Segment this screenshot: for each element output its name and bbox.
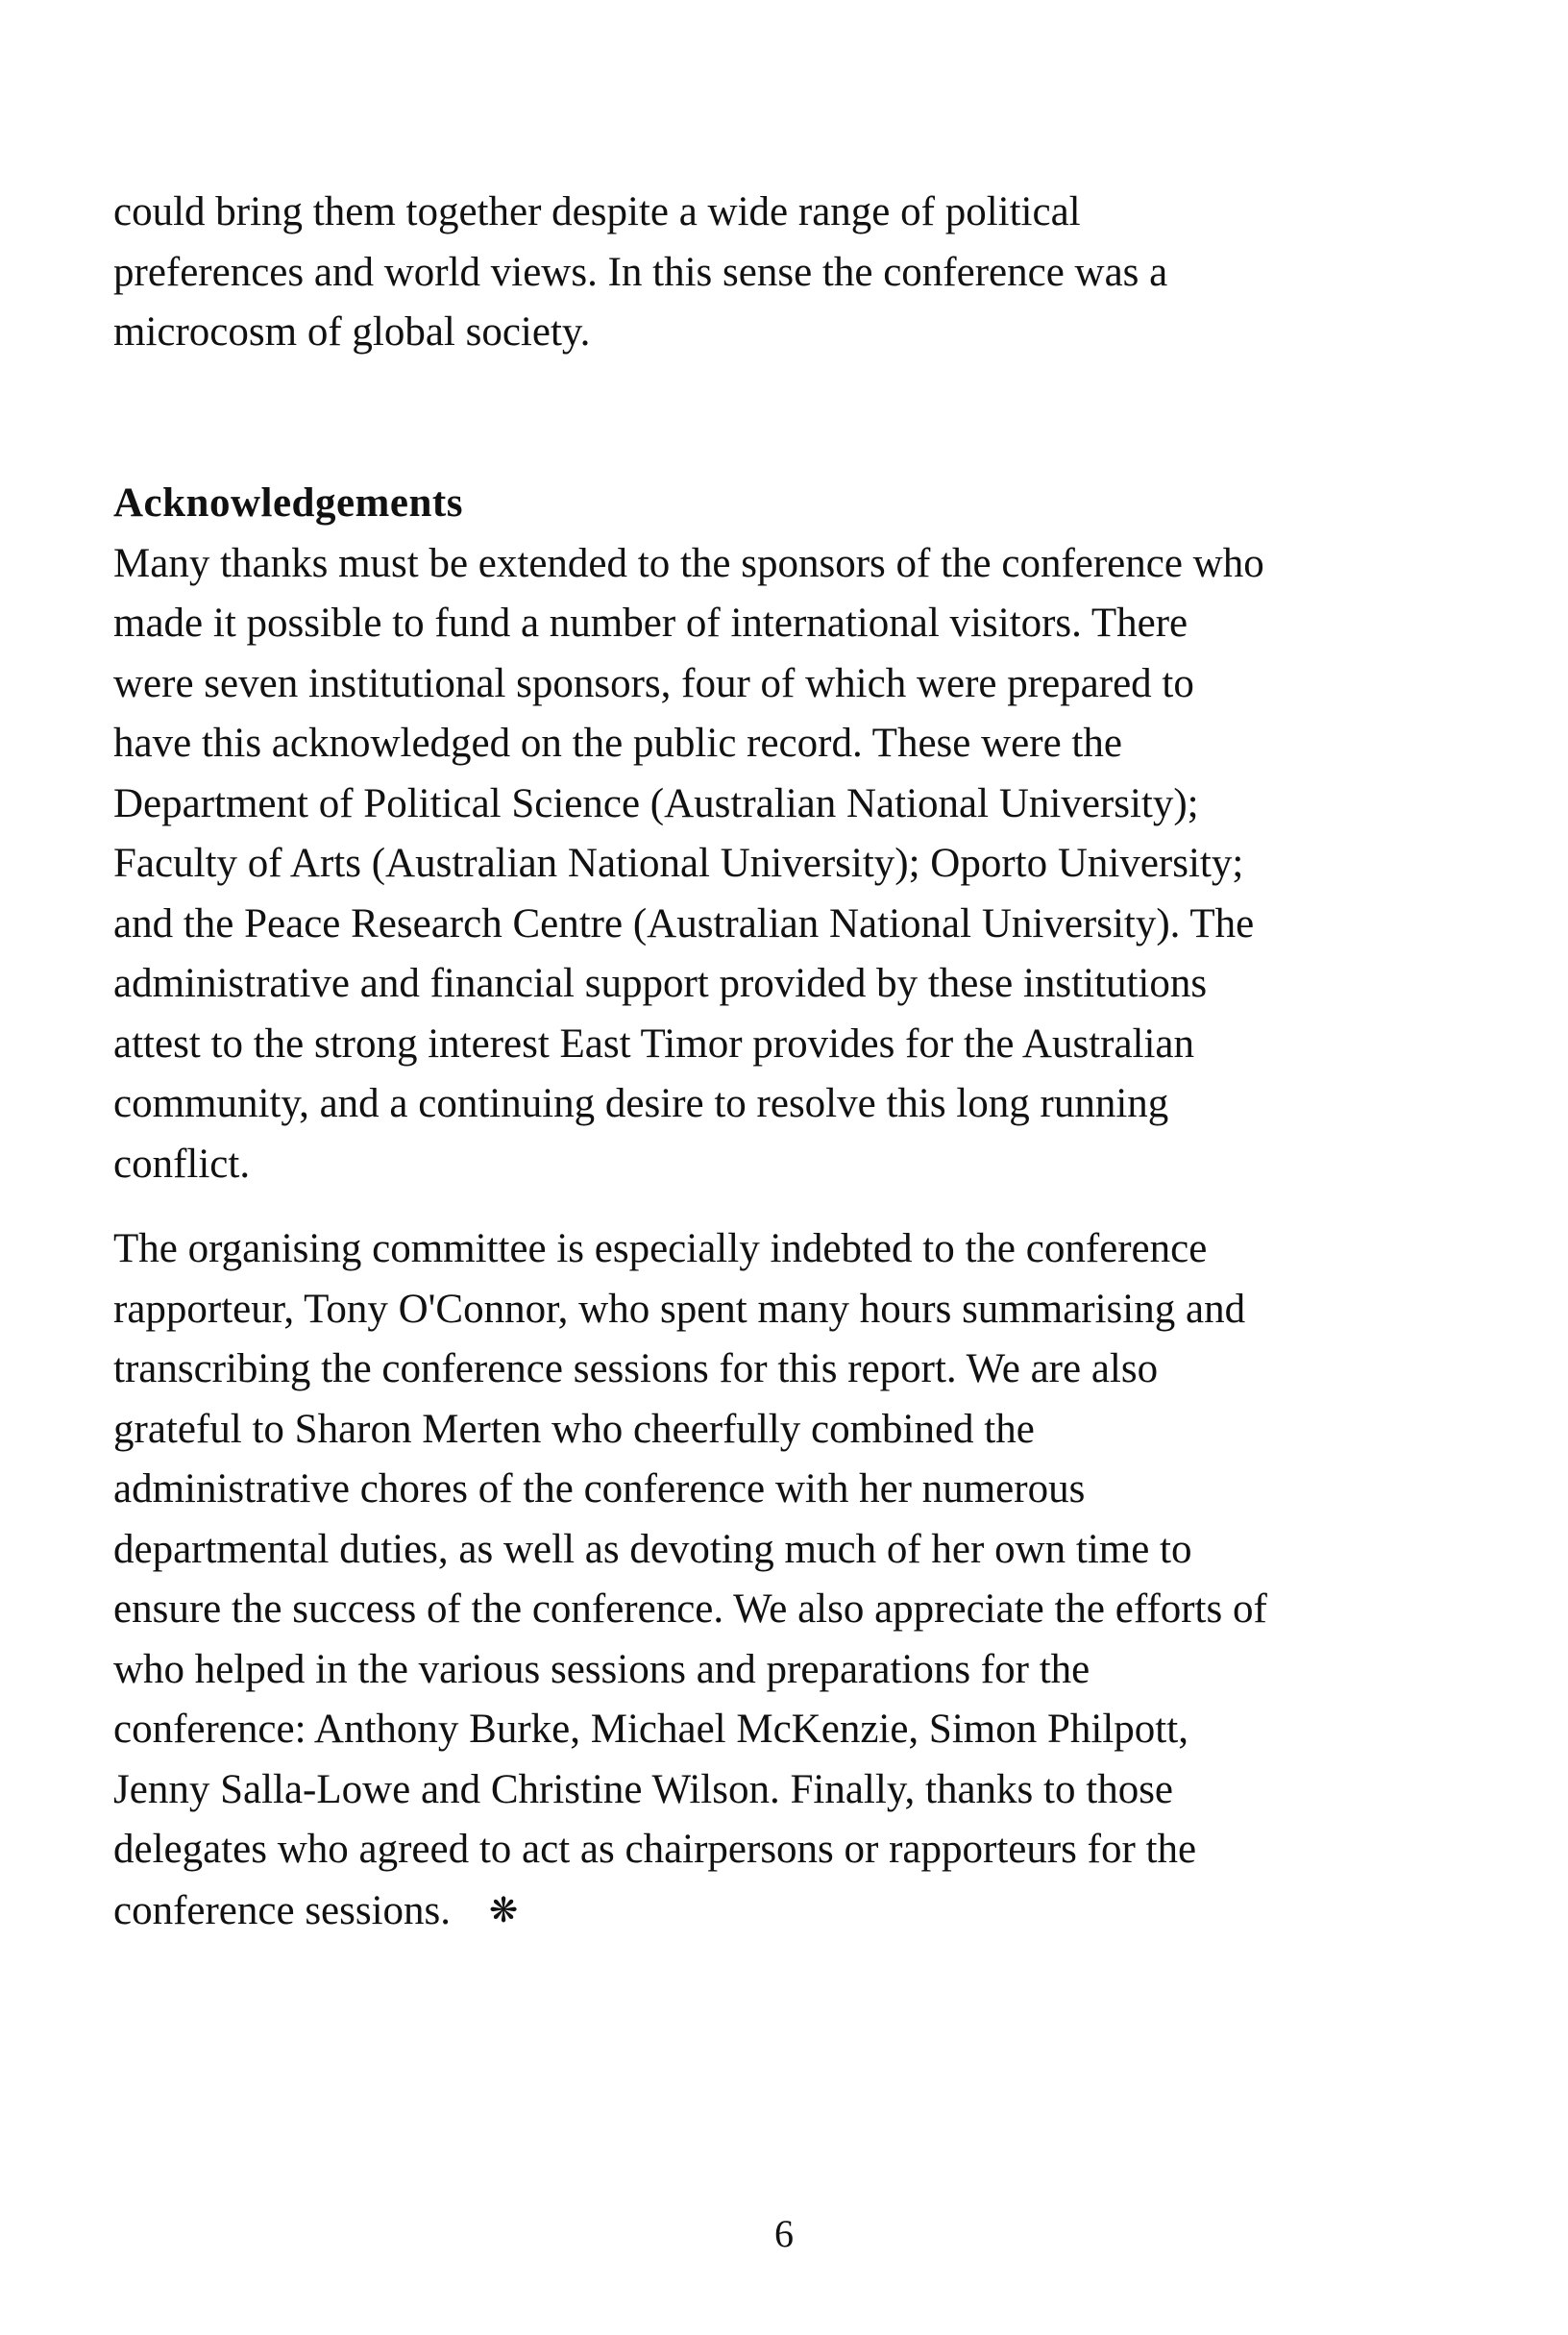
text-line: Jenny Salla-Lowe and Christine Wilson. Finally, thanks to those — [113, 1766, 1174, 1812]
text-line: made it possible to fund a number of international visitors. There — [113, 601, 1188, 646]
intro-paragraph — [113, 183, 1478, 363]
text-line: administrative and financial support provided by these institutions — [113, 961, 1208, 1006]
text-line: community, and a continuing desire to resolve this long running — [113, 1081, 1169, 1126]
committee-paragraph — [113, 1219, 1478, 1941]
text-line: ensure the success of the conference. We also appreciate the efforts of — [113, 1586, 1267, 1632]
text-line: rapporteur, Tony O'Connor, who spent many hours summarising and — [113, 1286, 1246, 1332]
text-line: transcribing the conference sessions for this report. We are also — [113, 1346, 1159, 1391]
text-line: who helped in the various sessions and preparations for the — [113, 1646, 1090, 1692]
text-line: could bring them together despite a wide range of political — [113, 189, 1081, 234]
text-line: microcosm of global society. — [113, 309, 591, 355]
asterisk-flower-icon: ❋ — [489, 1890, 519, 1929]
section-heading: Acknowledgements — [113, 480, 463, 526]
text-line: conflict. — [113, 1141, 251, 1187]
text-line: administrative chores of the conference with her numerous — [113, 1466, 1086, 1512]
text-line: conference: Anthony Burke, Michael McKenzie, Simon Philpott, — [113, 1707, 1188, 1752]
text-line: Faculty of Arts (Australian National University); Oporto University; — [113, 841, 1244, 886]
text-line: delegates who agreed to act as chairpersons or rapporteurs for the — [113, 1827, 1197, 1872]
page-number: 6 — [774, 2212, 794, 2255]
text-line: preferences and world views. In this sense the conference was a — [113, 249, 1168, 295]
text-line: and the Peace Research Centre (Australian National University). The — [113, 900, 1255, 946]
text-line: departmental duties, as well as devoting much of her own time to — [113, 1526, 1192, 1572]
text-line: were seven institutional sponsors, four of which were prepared to — [113, 660, 1194, 706]
text-line: The organising committee is especially indebted to the conference — [113, 1226, 1208, 1271]
acknowledgements-section — [113, 474, 1478, 1194]
text-line-end: conference sessions. — [113, 1887, 452, 1933]
text-line-last — [113, 1880, 1478, 1942]
text-line: grateful to Sharon Merten who cheerfully combined the — [113, 1406, 1035, 1452]
text-line: Department of Political Science (Australian National University); — [113, 780, 1199, 826]
text-line: attest to the strong interest East Timor provides for the Australian — [113, 1020, 1195, 1067]
text-line: Many thanks must be extended to the sponsors of the conference who — [113, 540, 1264, 586]
text-line: have this acknowledged on the public record. These were the — [113, 721, 1122, 766]
